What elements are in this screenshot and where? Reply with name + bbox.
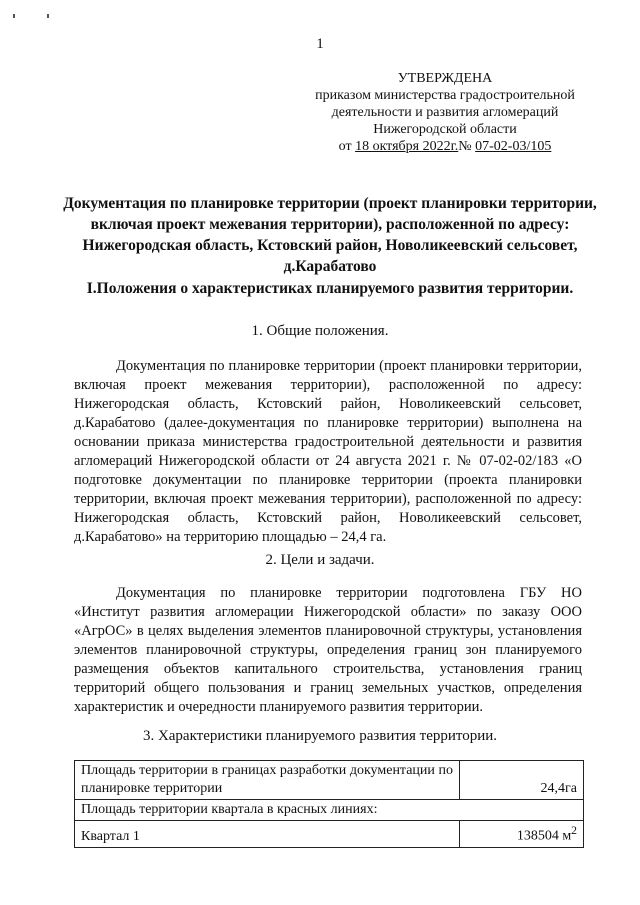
section-heading: I.Положения о характеристиках планируемого развития территории. bbox=[86, 280, 574, 297]
paragraph-goals: Документация по планировке территории подготовлена ГБУ НО «Институт развития агломерации Нижегородской области» по заказу ООО «АгрОС» в целях выделения элементов планировочной структуры, установления элементов планировочной структуры, определения границ зон планируемого размещения объектов капитального строительства, установления границ территорий общего пользования и границ земельных участков, определения характеристик и очередности планируемого развития территории. bbox=[74, 585, 582, 715]
table-row bbox=[75, 800, 584, 821]
table-row bbox=[75, 821, 584, 848]
page-number: 1 bbox=[316, 36, 324, 52]
date-prefix: от bbox=[338, 139, 356, 154]
approval-line: приказом министерства градостроительной bbox=[315, 88, 575, 103]
area-value: 138504 м bbox=[516, 828, 572, 844]
subsection-heading-goals: 2. Цели и задачи. bbox=[265, 552, 375, 568]
approval-line: деятельности и развития агломераций bbox=[331, 105, 559, 120]
table-cell-label: Площадь территории в границах разработки документации по планировке территории bbox=[75, 761, 460, 800]
subsection-heading-general: 1. Общие положения. bbox=[251, 323, 389, 339]
approval-line: Нижегородской области bbox=[373, 122, 517, 137]
table-cell-label: Площадь территории квартала в красных линиях: bbox=[75, 800, 584, 821]
paragraph-general: Документация по планировке территории (проект планировки территории, включая проект межевания территории), расположенной по адресу: Нижегородская область, Кстовский район, Новоликеевский сельсовет, д.Карабатово (далее-документация по планировке территории) выполнена на основании приказа министерства градостроительной деятельности и развития агломераций Нижегородской области от 24 августа 2021 г. № 07-02-02/183 «О подготовке документации по планировке территории (проекта планировки территории, включая проект межевания территории), расположенной по адресу: Нижегородская область, Кстовский район, Новоликеевский сельсовет, д.Карабатово» на территорию площадью – 24,4 га. bbox=[74, 358, 582, 545]
approval-title: УТВЕРЖДЕНА bbox=[397, 71, 493, 86]
characteristics-table bbox=[74, 760, 584, 848]
approval-date-line bbox=[300, 138, 590, 155]
document-title: Документация по планировке территории (проект планировки территории, включая проект межевания территории), расположенной по адресу: Нижегородская область, Кстовский район, Новоликеевский сельсовет, д.Карабатово bbox=[63, 195, 597, 275]
table-cell-value: 24,4га bbox=[460, 761, 584, 800]
table-cell-label: Квартал 1 bbox=[75, 821, 460, 848]
approval-block bbox=[300, 70, 590, 155]
approval-date: 18 октября 2022г. bbox=[355, 139, 459, 154]
scan-mark bbox=[13, 14, 15, 18]
number-prefix: № bbox=[458, 139, 476, 154]
table-row bbox=[75, 761, 584, 800]
scan-mark bbox=[47, 14, 49, 18]
area-unit-superscript: 2 bbox=[571, 824, 577, 837]
approval-number: 07-02-03/105 bbox=[475, 139, 552, 154]
table-cell-value bbox=[460, 821, 584, 848]
subsection-heading-characteristics: 3. Характеристики планируемого развития территории. bbox=[142, 728, 498, 744]
